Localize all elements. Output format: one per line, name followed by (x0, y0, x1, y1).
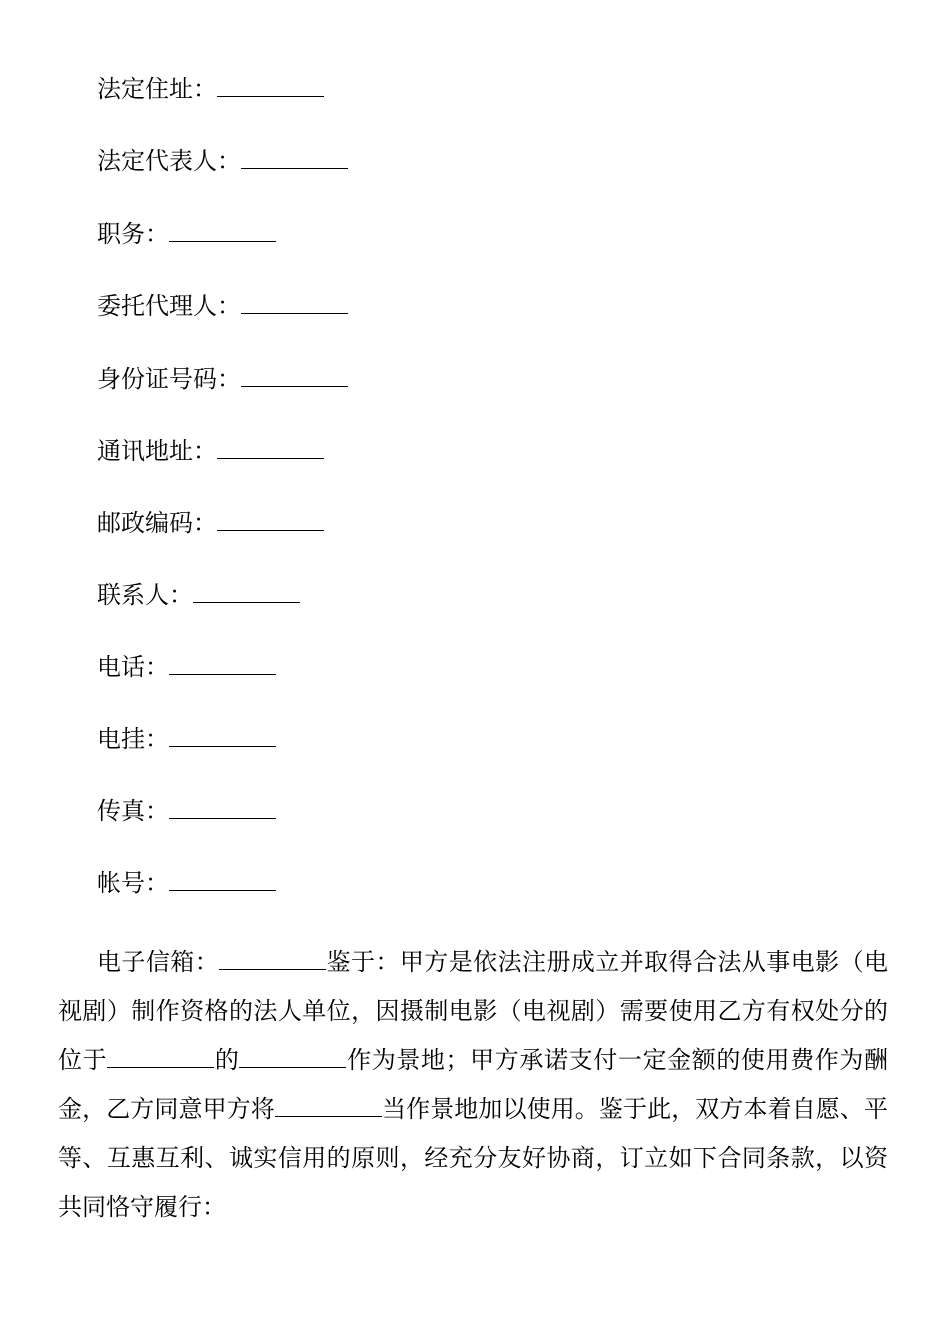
fill-blank (241, 291, 348, 314)
fill-blank (217, 436, 324, 459)
field-legal-address (97, 74, 324, 104)
fill-blank (219, 947, 326, 970)
fill-blank (241, 364, 348, 387)
fill-blank (107, 1045, 214, 1068)
paragraph-text: 作为景地；甲方承诺支付一定金额的使用费作为酬 (346, 1046, 889, 1074)
field-label: 电挂： (97, 725, 169, 753)
field-label: 电话： (97, 653, 169, 681)
paragraph-text: 当作景地加以使用。鉴于此，双方本着自愿、平 (381, 1095, 889, 1123)
field-label: 法定住址： (97, 75, 217, 103)
field-phone (97, 652, 276, 682)
fill-blank (169, 724, 276, 747)
paragraph-line (58, 1036, 888, 1085)
field-contact-person (97, 580, 300, 610)
paragraph-line: 等、互惠互利、诚实信用的原则，经充分友好协商，订立如下合同条款，以资 (58, 1144, 888, 1172)
paragraph-line (58, 938, 888, 987)
field-label: 法定代表人： (97, 147, 241, 175)
paragraph-line: 共同恪守履行： (58, 1193, 226, 1221)
field-label: 邮政编码： (97, 509, 217, 537)
field-postal-code (97, 508, 324, 538)
fill-blank (275, 1094, 382, 1117)
fill-blank (169, 796, 276, 819)
fill-blank (241, 146, 348, 169)
field-mailing-address (97, 436, 324, 466)
fill-blank (169, 652, 276, 675)
paragraph-text: 的 (214, 1046, 240, 1074)
fill-blank (217, 508, 324, 531)
fill-blank (169, 219, 276, 242)
field-account-number (97, 868, 276, 898)
field-label: 通讯地址： (97, 437, 217, 465)
paragraph-text: 位于 (58, 1046, 108, 1074)
contract-preamble-paragraph (58, 938, 888, 1232)
paragraph-line: 视剧）制作资格的法人单位，因摄制电影（电视剧）需要使用乙方有权处分的 (58, 997, 888, 1025)
field-fax (97, 796, 276, 826)
field-id-number (97, 364, 348, 394)
email-label: 电子信箱： (97, 948, 220, 976)
paragraph-text: 金，乙方同意甲方将 (58, 1095, 275, 1123)
paragraph-text: 鉴于：甲方是依法注册成立并取得合法从事电影（电 (326, 948, 889, 976)
field-label: 身份证号码： (97, 365, 241, 393)
field-label: 帐号： (97, 869, 169, 897)
field-telegraph (97, 724, 276, 754)
fill-blank (239, 1045, 346, 1068)
field-label: 传真： (97, 797, 169, 825)
fill-blank (217, 74, 324, 97)
field-legal-representative (97, 146, 348, 176)
field-label: 委托代理人： (97, 292, 241, 320)
field-label: 联系人： (97, 581, 193, 609)
fill-blank (193, 580, 300, 603)
field-position (97, 219, 276, 249)
paragraph-line (58, 1085, 888, 1134)
field-label: 职务： (97, 220, 169, 248)
fill-blank (169, 868, 276, 891)
field-agent (97, 291, 348, 321)
